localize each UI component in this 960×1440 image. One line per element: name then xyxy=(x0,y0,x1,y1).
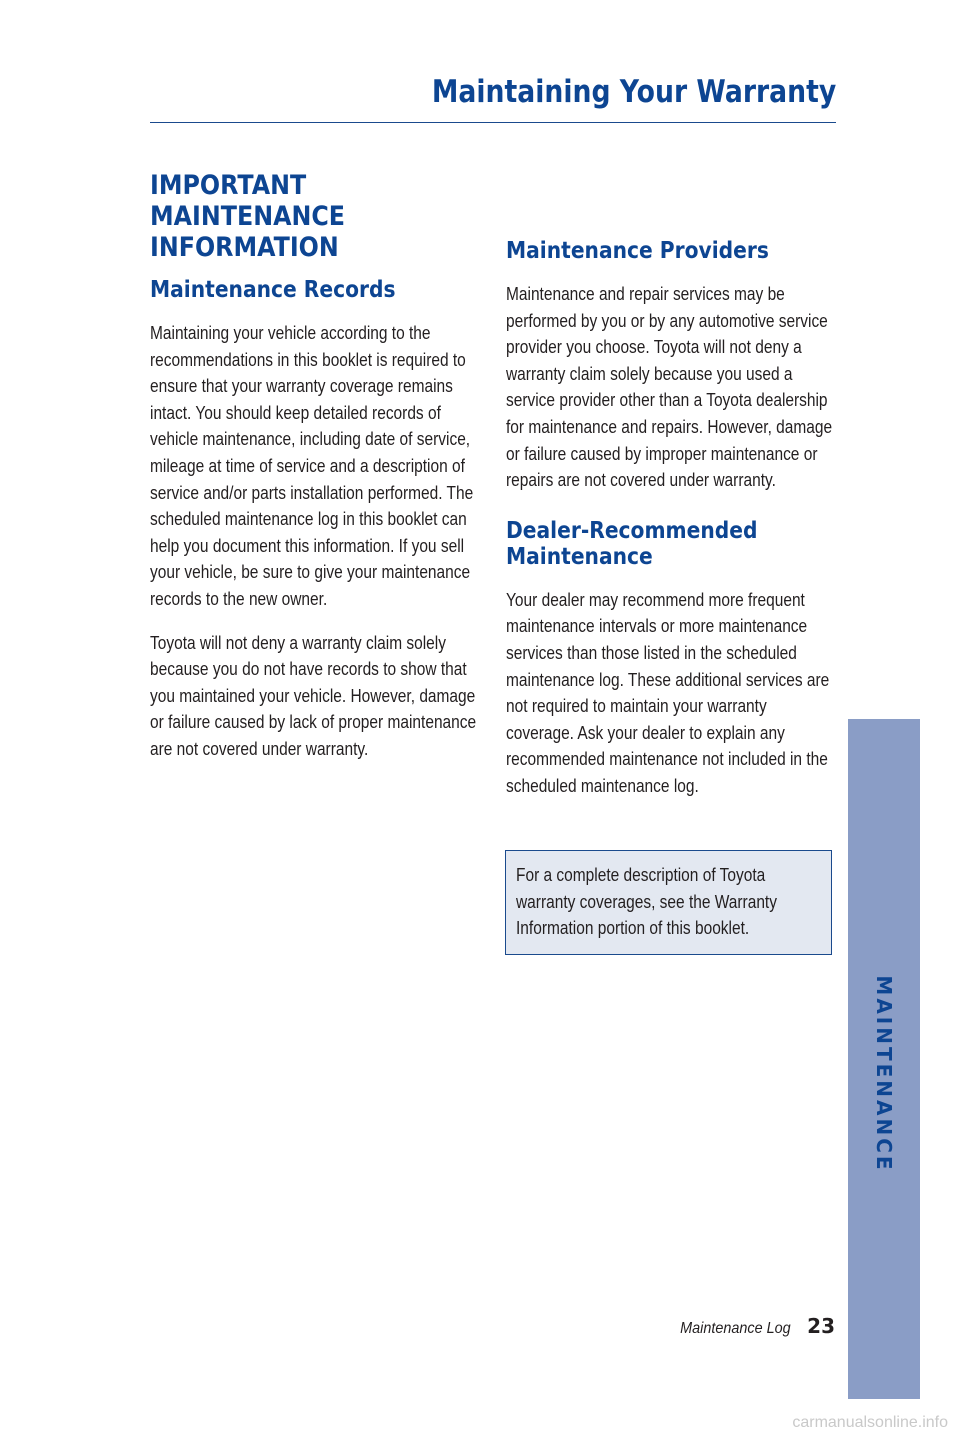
watermark: carmanualsonline.info xyxy=(792,1414,948,1431)
providers-heading: Maintenance Providers xyxy=(506,238,769,264)
dealer-heading-line-1: Dealer-Recommended xyxy=(506,517,758,544)
page-footer xyxy=(674,1314,835,1344)
note-text: For a complete description of Toyota warranty coverages, see the Warranty Information portion of this booklet. xyxy=(516,865,777,939)
page-number: 23 xyxy=(807,1314,835,1338)
main-heading xyxy=(150,170,484,263)
main-heading-line-1: IMPORTANT MAINTENANCE xyxy=(150,170,346,232)
right-column xyxy=(506,238,836,800)
footer-label: Maintenance Log xyxy=(680,1320,792,1337)
side-tab-label: MAINTENANCE xyxy=(872,975,896,1173)
records-paragraph-2: Toyota will not deny a warranty claim solely because you do not have records to show that you maintained your vehicle. However, damage or failure caused by lack of proper maintenance are not covered under warranty. xyxy=(150,632,477,759)
records-paragraph-1: Maintaining your vehicle according to the recommendations in this booklet is required to ensure that your warranty coverage remains intact. You should keep detailed records of vehicle maintenance, including date of service, mileage at time of service and a description of service and/or parts installation performed. The scheduled maintenance log in this booklet can help you document this information. If you sell your vehicle, be sure to give your maintenance records to the new owner. xyxy=(150,323,474,609)
page-title: Maintaining Your Warranty xyxy=(431,74,836,110)
records-heading: Maintenance Records xyxy=(150,277,396,303)
dealer-paragraph: Your dealer may recommend more frequent maintenance intervals or more maintenance services than those listed in the scheduled maintenance log. These additional services are not required to maintain your warranty coverage. Ask your dealer to explain any recommended maintenance not included in the scheduled maintenance log. xyxy=(506,589,830,796)
page-header xyxy=(150,72,836,123)
dealer-heading-line-2: Maintenance xyxy=(506,543,653,570)
note-box xyxy=(505,850,832,955)
left-column xyxy=(150,170,480,763)
dealer-heading xyxy=(506,518,840,570)
providers-paragraph: Maintenance and repair services may be performed by you or by any automotive service provider you choose. Toyota will not deny a warranty claim solely because you used a service provider other than a Toyota dealership for maintenance and repairs. However, damage or failure caused by improper maintenance or repairs are not covered under warranty. xyxy=(506,284,833,491)
maintenance-side-tab xyxy=(848,719,920,1399)
main-heading-line-2: INFORMATION xyxy=(150,232,339,263)
